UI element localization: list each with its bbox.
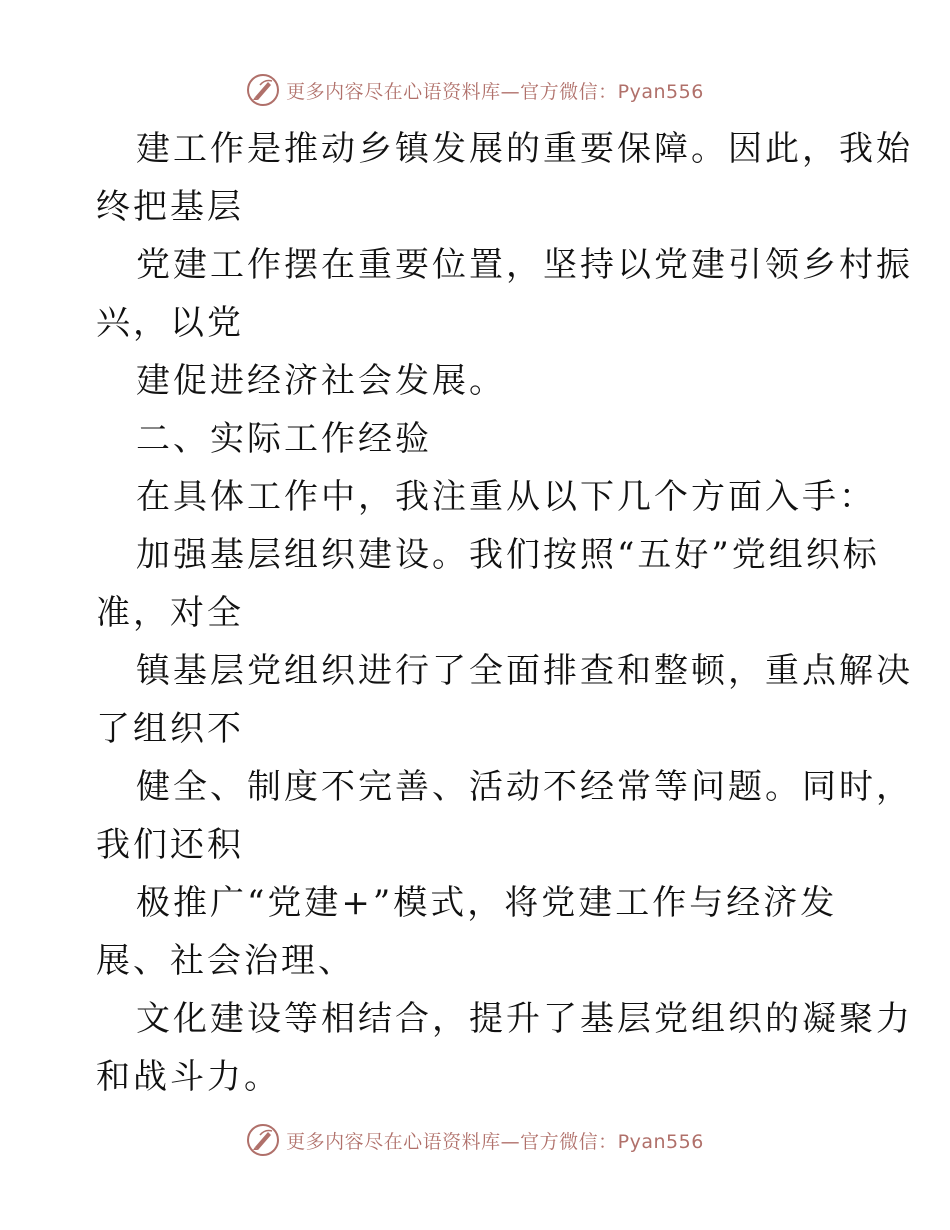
document-body [96, 120, 913, 1106]
pen-logo-icon [246, 73, 280, 107]
text-line: 加强基层组织建设。我们按照“五好”党组织标 [136, 535, 880, 575]
text-line: 终把基层 [96, 187, 244, 227]
text-line: 健全、制度不完善、活动不经常等问题。同时， [136, 767, 913, 807]
text-line: 在具体工作中，我注重从以下几个方面入手： [136, 477, 876, 517]
watermark-text: 更多内容尽在心语资料库—官方微信：Pyan556 [286, 1130, 704, 1153]
text-line: 极推广“党建+”模式，将党建工作与经济发 [136, 883, 838, 923]
watermark-text: 更多内容尽在心语资料库—官方微信：Pyan556 [286, 80, 704, 103]
section-heading: 二、实际工作经验 [136, 419, 432, 459]
text-line: 建促进经济社会发展。 [136, 361, 506, 401]
header-watermark [0, 70, 950, 110]
text-line: 了组织不 [96, 709, 244, 749]
text-line: 和战斗力。 [96, 1057, 281, 1097]
text-line: 展、社会治理、 [96, 941, 355, 981]
text-line: 文化建设等相结合，提升了基层党组织的凝聚力 [136, 999, 913, 1039]
text-line: 我们还积 [96, 825, 244, 865]
pen-logo-icon [246, 1123, 280, 1157]
text-line: 准，对全 [96, 593, 244, 633]
text-line: 党建工作摆在重要位置，坚持以党建引领乡村振 [136, 245, 913, 285]
text-line: 镇基层党组织进行了全面排查和整顿，重点解决 [136, 651, 913, 691]
text-line: 建工作是推动乡镇发展的重要保障。因此，我始 [136, 129, 913, 169]
footer-watermark [0, 1120, 950, 1160]
text-line: 兴，以党 [96, 303, 244, 343]
